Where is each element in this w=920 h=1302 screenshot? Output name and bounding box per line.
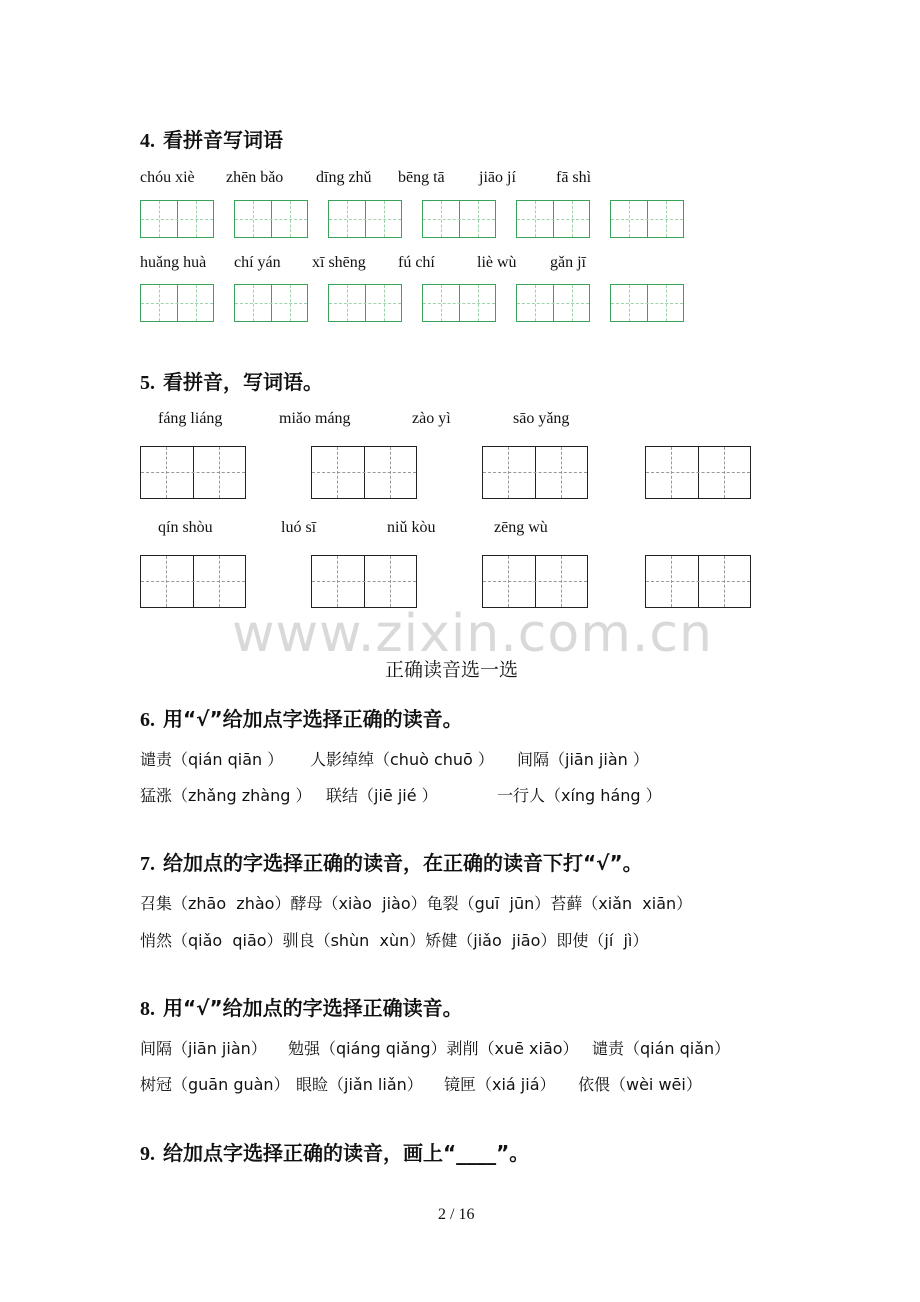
writing-grid[interactable] [328,200,402,238]
writing-grid[interactable] [422,200,496,238]
q7-heading [140,847,643,876]
q5-number: 5. [140,372,155,394]
q6-item-4: 猛涨（zhǎng zhàng ） [140,786,312,805]
q4-pinyin-12: gǎn jī [550,254,586,271]
q5-pinyin-2: miǎo máng [279,410,351,427]
q8-item-4: 树冠（guān guàn） [140,1075,290,1094]
q4-pinyin-11: liè wù [477,254,517,271]
q4-pinyin-6: fā shì [556,169,592,186]
q8-item-3: 谴责（qián qiǎn） [592,1039,731,1058]
writing-grid[interactable] [140,446,246,499]
q4-pinyin-1: chóu xiè [140,169,195,186]
writing-grid[interactable] [140,555,246,608]
writing-grid[interactable] [328,284,402,322]
section-title: 正确读音选一选 [385,659,519,681]
q6-item-2: 人影绰绰（chuò chuō ） [310,750,494,769]
q8-number: 8. [140,998,155,1020]
q4-number: 4. [140,130,155,152]
q8-title: 用“√”给加点的字选择正确读音。 [163,996,463,1020]
q6-number: 6. [140,709,155,731]
q8-item-2: 勉强（qiáng qiǎng）剥削（xuē xiāo） [288,1039,579,1058]
q5-pinyin-5: qín shòu [158,519,213,536]
writing-grid[interactable] [516,200,590,238]
q6-heading [140,703,463,732]
q5-pinyin-1: fáng liáng [158,410,223,427]
q4-title: 看拼音写词语 [163,128,283,152]
page-number: 2 / 16 [438,1206,475,1223]
writing-grid[interactable] [610,284,684,322]
q8-item-1: 间隔（jiān jiàn） [140,1039,267,1058]
q5-pinyin-4: sāo yǎng [513,410,570,427]
writing-grid[interactable] [311,446,417,499]
writing-grid[interactable] [482,555,588,608]
q5-pinyin-3: zào yì [412,410,451,427]
q4-pinyin-8: chí yán [234,254,281,271]
writing-grid[interactable] [234,284,308,322]
q6-item-1: 谴责（qián qiān ） [140,750,284,769]
q6-item-6: 一行人（xíng háng ） [497,786,662,805]
writing-grid[interactable] [140,200,214,238]
q6-title: 用“√”给加点字选择正确的读音。 [163,707,463,731]
q5-pinyin-6: luó sī [281,519,317,536]
q7-title: 给加点的字选择正确的读音，在正确的读音下打“√”。 [163,851,643,875]
q8-heading [140,992,463,1021]
q5-pinyin-8: zēng wù [494,519,548,536]
q7-number: 7. [140,853,155,875]
q9-heading [140,1137,529,1166]
writing-grid[interactable] [140,284,214,322]
writing-grid[interactable] [422,284,496,322]
q4-pinyin-10: fú chí [398,254,435,271]
writing-grid[interactable] [610,200,684,238]
writing-grid[interactable] [234,200,308,238]
writing-grid[interactable] [311,555,417,608]
q7-line-2: 悄然（qiǎo qiāo）驯良（shùn xùn）矫健（jiǎo jiāo）即使（jí jì） [140,931,649,950]
q4-heading [140,124,283,153]
q9-number: 9. [140,1143,155,1165]
watermark: www.zixin.com.cn [232,604,713,664]
writing-grid[interactable] [516,284,590,322]
q8-item-7: 依偎（wèi wēi） [578,1075,702,1094]
writing-grid[interactable] [482,446,588,499]
q6-item-5: 联结（jiē jié ） [326,786,438,805]
q6-item-3: 间隔（jiān jiàn ） [517,750,649,769]
q7-line-1: 召集（zhāo zhào）酵母（xiào jiào）龟裂（guī jūn）苔藓（xiǎn xiān） [140,894,693,913]
q4-pinyin-9: xī shēng [312,254,366,271]
writing-grid[interactable] [645,555,751,608]
q4-pinyin-3: dīng zhǔ [316,169,372,186]
q4-pinyin-5: jiāo jí [479,169,516,186]
q4-pinyin-4: bēng tā [398,169,445,186]
q5-pinyin-7: niǔ kòu [387,519,436,536]
q5-title: 看拼音，写词语。 [163,370,323,394]
writing-grid[interactable] [645,446,751,499]
q8-item-6: 镜匣（xiá jiá） [444,1075,556,1094]
q4-pinyin-7: huǎng huà [140,254,207,271]
q5-heading [140,366,323,395]
q9-title: 给加点字选择正确的读音，画上“____”。 [163,1141,530,1165]
q8-item-5: 眼睑（jiǎn liǎn） [296,1075,423,1094]
q4-pinyin-2: zhēn bǎo [226,169,284,186]
